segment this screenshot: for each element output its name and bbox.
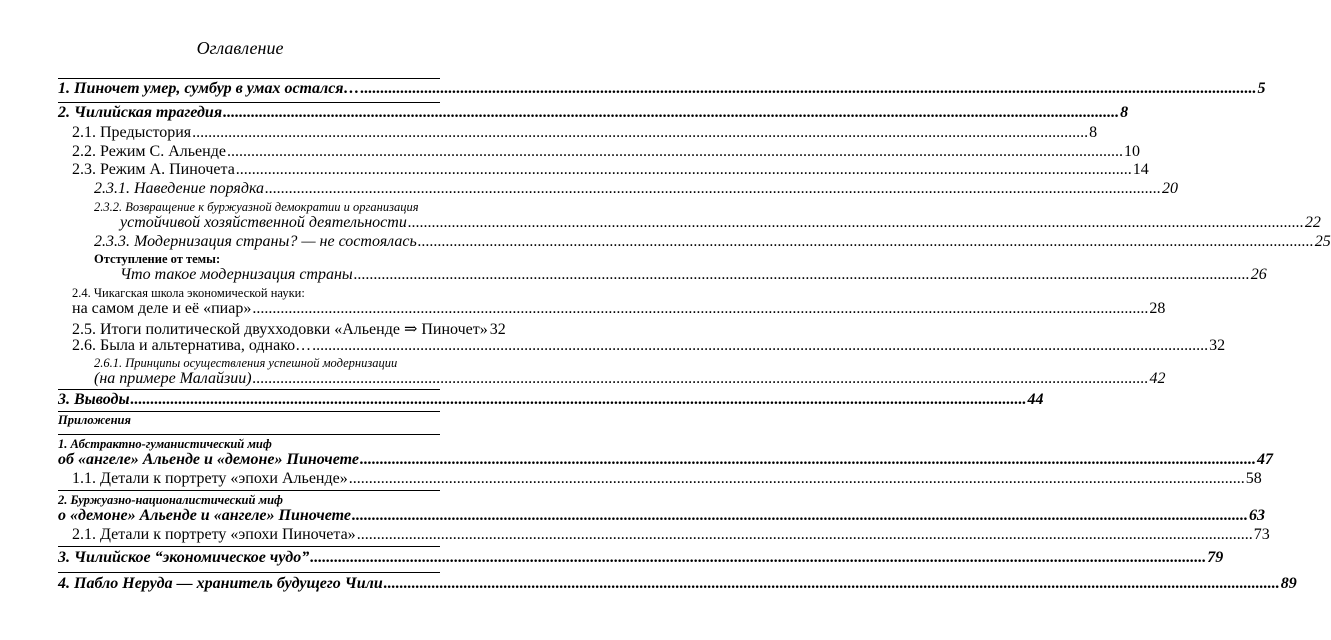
toc-appendix-2-1[interactable] [72, 526, 1270, 544]
toc-entry-digression[interactable] [120, 266, 1267, 284]
entry-page: 58 [1245, 470, 1262, 487]
dot-leader [352, 507, 1248, 525]
divider [58, 102, 440, 103]
entry-page: 10 [1123, 143, 1140, 160]
entry-page: 8 [1089, 124, 1098, 141]
entry-label: 2.6. Была и альтернатива, однако… [72, 337, 312, 354]
dot-leader [227, 143, 1123, 161]
toc-entry-3[interactable] [58, 391, 1044, 409]
entry-page: 32 [489, 321, 506, 338]
entry-label: 2.2. Режим С. Альенде [72, 143, 226, 160]
entry-page: 28 [1149, 300, 1166, 317]
appendix-heading: Приложения [58, 413, 131, 427]
divider [58, 389, 440, 390]
toc-entry-2-1[interactable] [72, 124, 1098, 142]
entry-label: 1.1. Детали к портрету «эпохи Альенде» [72, 470, 348, 487]
toc-appendix-2[interactable] [58, 507, 1265, 525]
divider [58, 572, 440, 573]
entry-label: 2.3. Режим А. Пиночета [72, 161, 235, 178]
entry-page: 25 [1314, 233, 1331, 250]
entry-label: о «демоне» Альенде и «ангеле» Пиночете [58, 507, 351, 524]
entry-label: 2.1. Предыстория [72, 124, 192, 141]
entry-page: 63 [1248, 507, 1265, 524]
dot-leader [361, 80, 1257, 98]
toc-appendix-2-line1: 2. Буржуазно-националистический миф [58, 493, 283, 507]
toc-appendix-1-line1: 1. Абстрактно-гуманистический миф [58, 437, 272, 451]
toc-entry-2-6[interactable] [72, 337, 1226, 355]
digression-heading: Отступление от темы: [94, 252, 221, 266]
entry-page: 5 [1257, 80, 1266, 97]
dot-leader [236, 161, 1132, 179]
toc-entry-2-3[interactable] [72, 161, 1149, 179]
dot-leader [408, 214, 1304, 232]
toc-entry-2-3-1[interactable] [94, 180, 1179, 198]
toc-appendix-1-1[interactable] [72, 470, 1262, 488]
entry-label: (на примере Малайзии) [94, 370, 252, 387]
entry-page: 44 [1027, 391, 1044, 408]
entry-label: 4. Пабло Неруда — хранитель будущего Чили [58, 575, 383, 592]
toc-entry-2-6-1-line1: 2.6.1. Принципы осуществления успешной модернизации [94, 356, 398, 370]
dot-leader [310, 549, 1206, 567]
toc-entry-2-3-3[interactable] [94, 233, 1331, 251]
entry-label: Что такое модернизация страны [120, 266, 353, 283]
toc-entry-2-5[interactable] [72, 319, 506, 339]
divider [58, 546, 440, 547]
dot-leader [192, 124, 1088, 142]
entry-page: 47 [1256, 451, 1273, 468]
entry-label: на самом деле и её «пиар» [72, 300, 252, 317]
entry-page: 22 [1304, 214, 1321, 231]
entry-page: 32 [1209, 337, 1226, 354]
entry-page: 8 [1120, 104, 1129, 121]
toc-entry-2-6-1[interactable] [94, 370, 1166, 388]
divider [58, 411, 440, 412]
entry-label: 2.1. Детали к портрету «эпохи Пиночета» [72, 526, 356, 543]
dot-leader [131, 391, 1027, 409]
toc-appendix-1[interactable] [58, 451, 1273, 469]
dot-leader [384, 575, 1280, 593]
dot-leader [357, 526, 1253, 544]
entry-page: 42 [1149, 370, 1166, 387]
dot-leader [349, 470, 1245, 488]
entry-label: 3. Чилийское “экономическое чудо” [58, 549, 310, 566]
dot-leader [253, 370, 1149, 388]
toc-entry-2-2[interactable] [72, 143, 1140, 161]
toc-appendix-4[interactable] [58, 575, 1297, 593]
entry-label: 2.3.3. Модернизация страны? — не состоялась [94, 233, 417, 250]
entry-label: 2. Чилийская трагедия [58, 104, 223, 121]
divider [58, 434, 440, 435]
dot-leader [418, 233, 1314, 251]
toc-entry-1[interactable] [58, 80, 1266, 98]
dot-leader [223, 104, 1119, 122]
dot-leader [360, 451, 1256, 469]
toc-entry-2[interactable] [58, 104, 1129, 122]
toc-title: Оглавление [196, 38, 284, 58]
divider [58, 78, 440, 79]
toc-appendix-3[interactable] [58, 549, 1224, 567]
entry-label: устойчивой хозяйственной деятельности [120, 214, 407, 231]
divider [58, 490, 440, 491]
entry-page: 20 [1162, 180, 1179, 197]
toc-entry-2-4-line1: 2.4. Чикагская школа экономической науки: [72, 286, 305, 300]
dot-leader [265, 180, 1161, 198]
entry-label: 1. Пиночет умер, сумбур в умах остался… [58, 80, 360, 97]
dot-leader [252, 300, 1148, 318]
entry-label: 2.3.1. Наведение порядка [94, 180, 265, 197]
dot-leader [312, 337, 1208, 355]
entry-page: 89 [1280, 575, 1297, 592]
entry-page: 73 [1253, 526, 1270, 543]
entry-page: 79 [1207, 549, 1224, 566]
dot-leader [354, 266, 1250, 284]
entry-label: 3. Выводы [58, 391, 130, 408]
entry-page: 14 [1132, 161, 1149, 178]
toc-entry-2-3-2-line1: 2.3.2. Возвращение к буржуазной демократии и организация [94, 200, 419, 214]
toc-entry-2-4[interactable] [72, 300, 1166, 318]
entry-label: об «ангеле» Альенде и «демоне» Пиночете [58, 451, 359, 468]
toc-entry-2-3-2[interactable] [120, 214, 1321, 232]
entry-label: 2.5. Итоги политической двухходовки «Альенде ⇒ Пиночет» [72, 321, 488, 338]
entry-page: 26 [1250, 266, 1267, 283]
